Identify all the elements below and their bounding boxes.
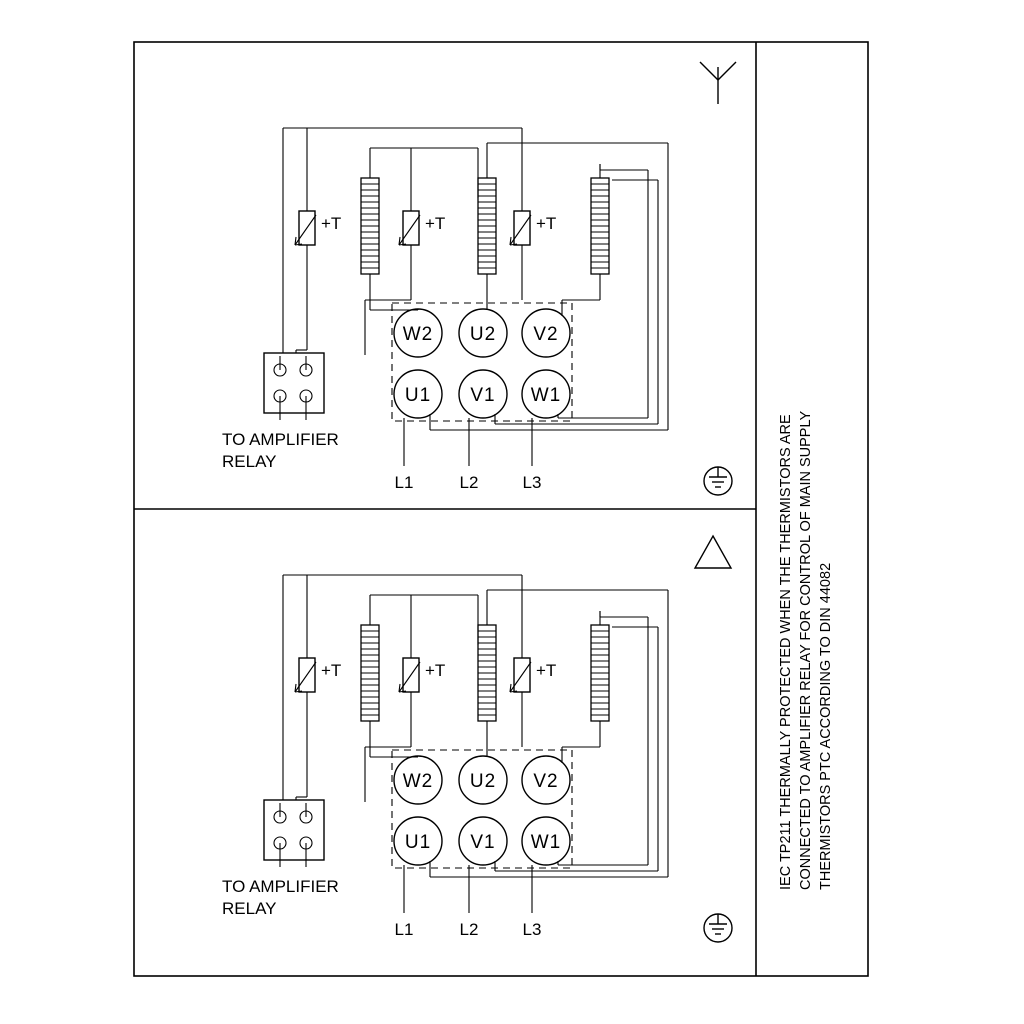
side-note-line1: IEC TP211 THERMALLY PROTECTED WHEN THE THERMISTORS ARE bbox=[778, 414, 794, 890]
thermistor-1-delta bbox=[295, 645, 316, 705]
supply-label-L1: L1 bbox=[394, 473, 414, 492]
side-note-line2: CONNECTED TO AMPLIFIER RELAY FOR CONTROL OF MAIN SUPPLY bbox=[798, 410, 814, 890]
terminal-label-U2: U2 bbox=[469, 324, 497, 345]
side-note-line3: THERMISTORS PTC ACCORDING TO DIN 44082 bbox=[818, 562, 834, 890]
terminal-label-W1-delta: W1 bbox=[530, 832, 562, 853]
amplifier-note-line1-delta: TO AMPLIFIER bbox=[222, 877, 339, 896]
supply-label-L3: L3 bbox=[522, 473, 542, 492]
thermistor-3 bbox=[510, 198, 531, 258]
terminal-label-V1-delta: V1 bbox=[470, 832, 496, 853]
amplifier-connector-block-delta bbox=[264, 800, 324, 860]
amplifier-connector-block bbox=[264, 353, 324, 413]
motor-coil-3 bbox=[591, 164, 609, 288]
panel-delta bbox=[222, 536, 732, 942]
supply-label-L2: L2 bbox=[459, 473, 479, 492]
terminal-label-W2: W2 bbox=[402, 324, 434, 345]
terminal-label-V2: V2 bbox=[533, 324, 559, 345]
terminal-label-V2-delta: V2 bbox=[533, 771, 559, 792]
wye-symbol-icon bbox=[700, 62, 736, 104]
thermistor-1 bbox=[295, 198, 316, 258]
thermistor-label-2-delta: +T bbox=[425, 661, 446, 680]
supply-label-L3-delta: L3 bbox=[522, 920, 542, 939]
thermistor-2 bbox=[399, 198, 420, 258]
thermistor-label-1: +T bbox=[321, 214, 342, 233]
motor-coil-2 bbox=[478, 164, 496, 288]
terminal-label-U1: U1 bbox=[404, 385, 432, 406]
terminal-label-W2-delta: W2 bbox=[402, 771, 434, 792]
motor-coil-2-delta bbox=[478, 611, 496, 735]
amplifier-note-line1: TO AMPLIFIER bbox=[222, 430, 339, 449]
supply-label-L2-delta: L2 bbox=[459, 920, 479, 939]
terminal-label-W1: W1 bbox=[530, 385, 562, 406]
side-note bbox=[778, 411, 834, 890]
thermistor-label-3: +T bbox=[536, 214, 557, 233]
delta-symbol-icon bbox=[695, 536, 731, 568]
amplifier-note-line2: RELAY bbox=[222, 452, 277, 471]
motor-coil-1 bbox=[361, 164, 379, 288]
motor-coil-3-delta bbox=[591, 611, 609, 735]
earth-symbol-icon-2 bbox=[704, 914, 732, 942]
motor-coil-1-delta bbox=[361, 611, 379, 735]
amplifier-note-line2-delta: RELAY bbox=[222, 899, 277, 918]
thermistor-label-2: +T bbox=[425, 214, 446, 233]
thermistor-label-1-delta: +T bbox=[321, 661, 342, 680]
earth-symbol-icon bbox=[704, 467, 732, 495]
thermistor-3-delta bbox=[510, 645, 531, 705]
terminal-label-V1: V1 bbox=[470, 385, 496, 406]
terminal-label-U1-delta: U1 bbox=[404, 832, 432, 853]
thermistor-2-delta bbox=[399, 645, 420, 705]
supply-label-L1-delta: L1 bbox=[394, 920, 414, 939]
panel-star bbox=[222, 62, 736, 495]
thermistor-label-3-delta: +T bbox=[536, 661, 557, 680]
terminal-label-U2-delta: U2 bbox=[469, 771, 497, 792]
